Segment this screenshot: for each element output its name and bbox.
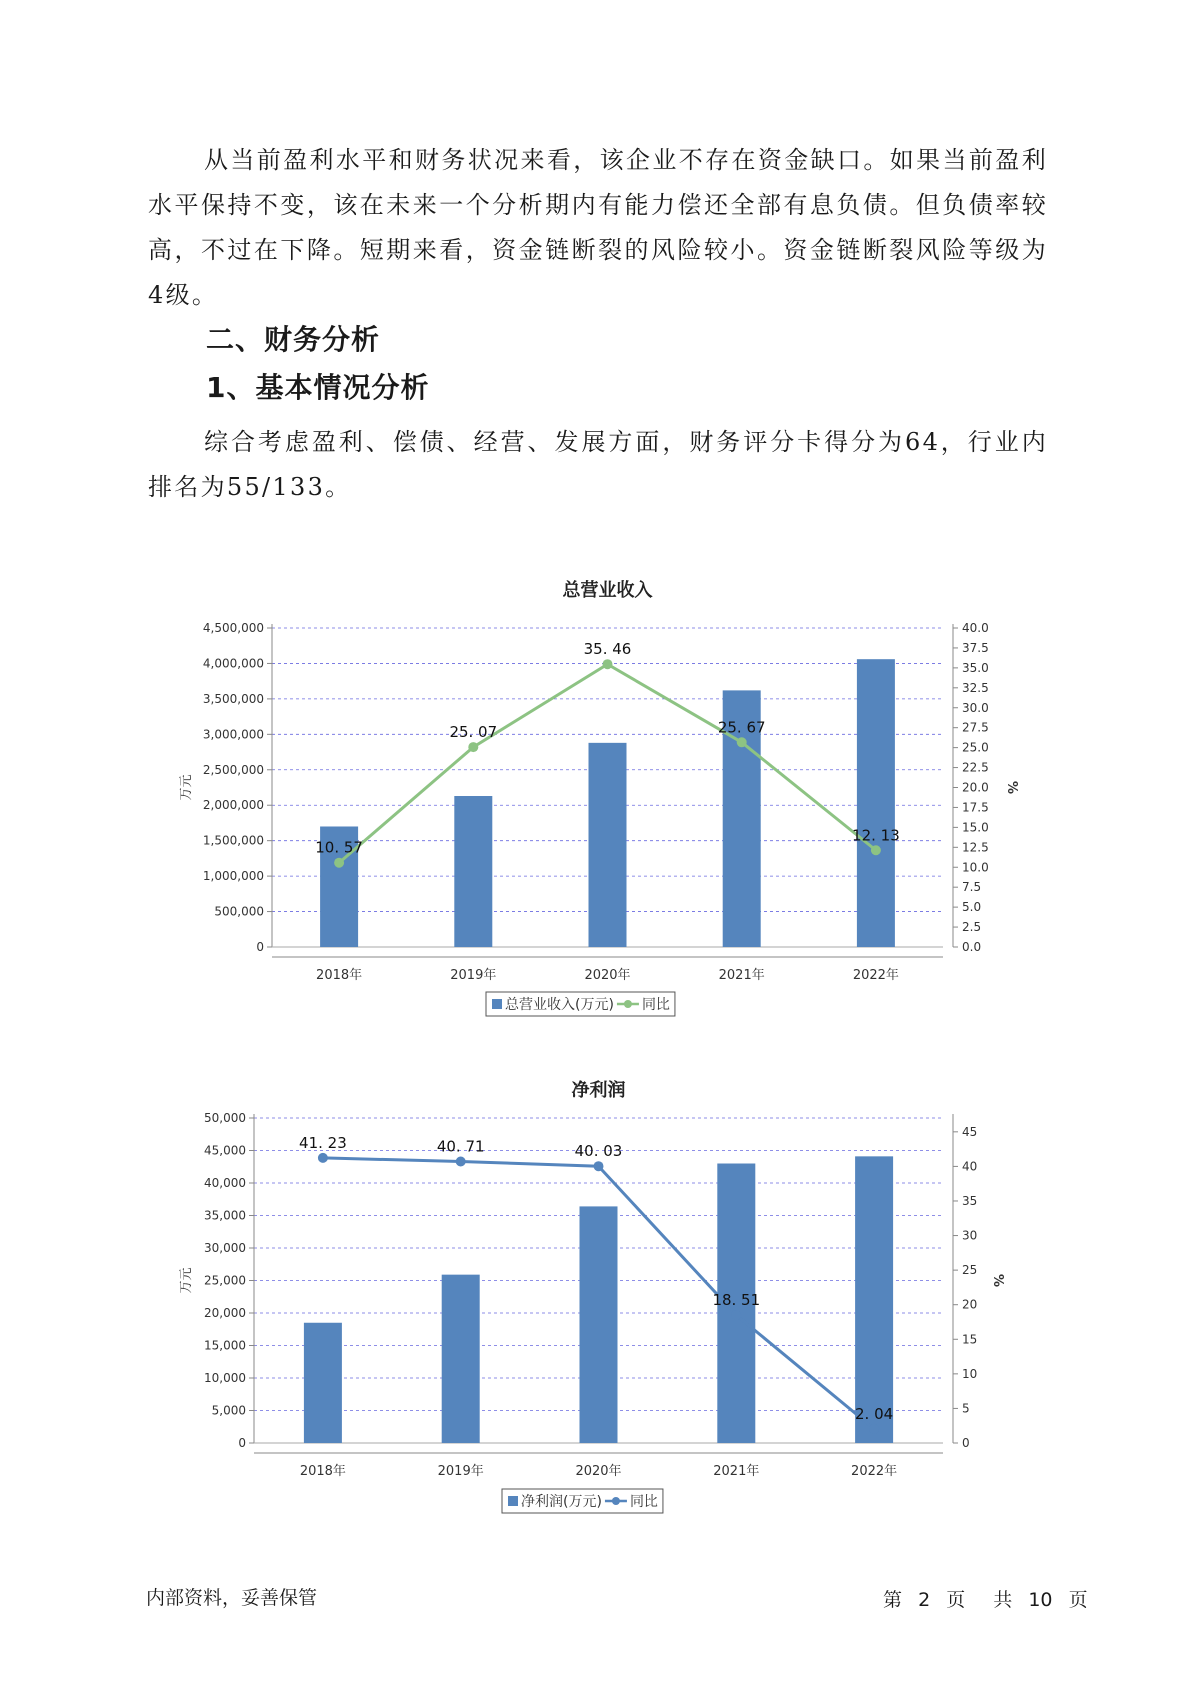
line-point xyxy=(456,1156,466,1166)
chart-title: 净利润 xyxy=(571,1080,626,1101)
data-label: 41. 23 xyxy=(299,1133,347,1152)
y2-tick-label: 37.5 xyxy=(962,640,989,655)
y-tick-label: 3,000,000 xyxy=(202,727,264,742)
data-label: 12. 13 xyxy=(852,826,900,845)
y2-tick-label: 27.5 xyxy=(962,720,989,735)
x-tick-label: 2020年 xyxy=(575,1464,622,1479)
line-point xyxy=(603,659,613,669)
y-tick-label: 2,000,000 xyxy=(202,798,264,813)
legend-line-marker xyxy=(624,1000,632,1008)
section-heading-financial-analysis: 二、财务分析 xyxy=(206,323,381,356)
y-tick-label: 50,000 xyxy=(204,1111,246,1125)
y2-tick-label: 10 xyxy=(962,1366,978,1381)
y2-tick-label: 17.5 xyxy=(962,800,989,815)
y-axis-label: 万元 xyxy=(179,1267,194,1294)
line-point xyxy=(731,1310,741,1320)
legend-bar-swatch xyxy=(508,1496,518,1506)
y2-tick-label: 2.5 xyxy=(962,920,982,935)
line-point xyxy=(871,845,881,855)
data-label: 2. 04 xyxy=(855,1404,894,1423)
x-tick-label: 2019年 xyxy=(450,968,497,983)
y2-axis-label: % xyxy=(1004,780,1019,795)
bar xyxy=(580,1206,618,1443)
chart-title: 总营业收入 xyxy=(562,580,653,601)
y2-tick-label: 5 xyxy=(962,1401,970,1416)
y-tick-label: 40,000 xyxy=(204,1176,246,1190)
x-tick-label: 2020年 xyxy=(584,968,631,983)
paragraph-risk-summary: 从当前盈利水平和财务状况来看，该企业不存在资金缺口。如果当前盈利水平保持不变，该在未来一个分析期内有能力偿还全部有息负债。但负债率较高，不过在下降。短期来看，资金链断裂的风险较小。资金链断裂风险等级为4级。 xyxy=(148,146,1048,309)
x-tick-label: 2022年 xyxy=(851,1464,898,1479)
subsection-heading-basic-analysis: 1、基本情况分析 xyxy=(206,371,430,404)
chart-net-profit-svg xyxy=(0,1058,1191,1528)
y-tick-label: 1,500,000 xyxy=(202,833,264,848)
chart-net-profit xyxy=(0,1058,1191,1532)
bar xyxy=(857,659,895,947)
legend-line-label: 同比 xyxy=(629,1494,658,1510)
line-point xyxy=(737,737,747,747)
y-tick-label: 25,000 xyxy=(204,1273,246,1288)
y-axis-label: 万元 xyxy=(179,774,194,801)
legend-bar-label: 总营业收入(万元) xyxy=(505,997,614,1013)
data-label: 25. 07 xyxy=(449,723,498,742)
y2-tick-label: 0.0 xyxy=(962,940,982,954)
y-tick-label: 30,000 xyxy=(204,1241,246,1255)
footer-page-number xyxy=(883,1585,1088,1612)
chart-revenue xyxy=(0,560,1191,1034)
legend-line-marker xyxy=(612,1497,620,1505)
y-tick-label: 0 xyxy=(256,940,264,954)
y2-tick-label: 15 xyxy=(962,1332,978,1347)
y2-tick-label: 45 xyxy=(962,1124,978,1139)
footer-total-prefix: 共 xyxy=(993,1589,1013,1611)
footer-current-page: 2 xyxy=(918,1589,931,1611)
line-point xyxy=(468,742,478,752)
footer-confidential-note: 内部资料，妥善保管 xyxy=(146,1587,318,1609)
y2-tick-label: 20 xyxy=(962,1297,978,1312)
y2-tick-label: 12.5 xyxy=(962,840,989,855)
footer-page-prefix: 第 xyxy=(883,1589,903,1611)
y2-tick-label: 10.0 xyxy=(962,860,989,875)
x-tick-label: 2021年 xyxy=(718,968,765,983)
y-tick-label: 20,000 xyxy=(204,1306,246,1320)
data-label: 25. 67 xyxy=(717,718,766,737)
y-tick-label: 3,500,000 xyxy=(202,691,264,706)
y2-tick-label: 5.0 xyxy=(962,900,982,915)
y2-tick-label: 25 xyxy=(962,1263,978,1278)
footer-total-suffix: 页 xyxy=(1068,1589,1088,1611)
y2-tick-label: 25.0 xyxy=(962,740,989,755)
y-tick-label: 4,000,000 xyxy=(202,656,264,671)
line-point xyxy=(318,1153,328,1163)
y-tick-label: 4,500,000 xyxy=(202,621,264,635)
y2-tick-label: 20.0 xyxy=(962,780,989,795)
y2-tick-label: 15.0 xyxy=(962,820,989,835)
footer-total-pages: 10 xyxy=(1028,1589,1053,1611)
legend-bar-label: 净利润(万元) xyxy=(521,1494,602,1510)
y2-tick-label: 40 xyxy=(962,1159,978,1174)
footer-page-suffix: 页 xyxy=(946,1589,966,1611)
y2-tick-label: 30.0 xyxy=(962,700,989,715)
paragraph-scorecard: 综合考虑盈利、偿债、经营、发展方面，财务评分卡得分为64，行业内排名为55/133。 xyxy=(148,428,1048,501)
bar xyxy=(589,743,627,947)
data-label: 40. 03 xyxy=(574,1142,623,1161)
line-point xyxy=(869,1424,879,1434)
line-point xyxy=(334,858,344,868)
data-label: 40. 71 xyxy=(436,1137,485,1156)
y2-tick-label: 7.5 xyxy=(962,880,982,895)
x-tick-label: 2021年 xyxy=(713,1464,760,1479)
y2-tick-label: 40.0 xyxy=(962,621,989,635)
x-tick-label: 2018年 xyxy=(299,1464,346,1479)
line-point xyxy=(594,1161,604,1171)
data-label: 35. 46 xyxy=(583,640,632,659)
y2-tick-label: 32.5 xyxy=(962,680,989,695)
y-tick-label: 1,000,000 xyxy=(202,869,264,884)
y-tick-label: 500,000 xyxy=(214,904,264,919)
y2-tick-label: 0 xyxy=(962,1436,970,1450)
y-tick-label: 45,000 xyxy=(204,1143,246,1158)
y2-tick-label: 30 xyxy=(962,1228,978,1243)
legend-bar-swatch xyxy=(492,999,502,1009)
y-tick-label: 10,000 xyxy=(204,1371,246,1385)
y2-tick-label: 22.5 xyxy=(962,760,989,775)
bar xyxy=(454,796,492,947)
y-tick-label: 35,000 xyxy=(204,1208,246,1223)
y-tick-label: 2,500,000 xyxy=(202,762,264,777)
y2-tick-label: 35 xyxy=(962,1193,978,1208)
legend-line-label: 同比 xyxy=(641,997,670,1013)
x-tick-label: 2018年 xyxy=(316,968,363,983)
bar xyxy=(855,1156,893,1443)
chart-revenue-svg xyxy=(0,560,1191,1030)
data-label: 18. 51 xyxy=(712,1291,761,1310)
y2-axis-label: % xyxy=(990,1273,1005,1288)
y-tick-label: 15,000 xyxy=(204,1338,246,1353)
x-tick-label: 2019年 xyxy=(437,1464,484,1479)
y2-tick-label: 35.0 xyxy=(962,660,989,675)
bar xyxy=(442,1275,480,1443)
y-tick-label: 5,000 xyxy=(211,1403,246,1418)
data-label: 10. 57 xyxy=(315,838,363,857)
y-tick-label: 0 xyxy=(238,1436,246,1450)
x-tick-label: 2022年 xyxy=(852,968,899,983)
bar xyxy=(304,1323,342,1443)
